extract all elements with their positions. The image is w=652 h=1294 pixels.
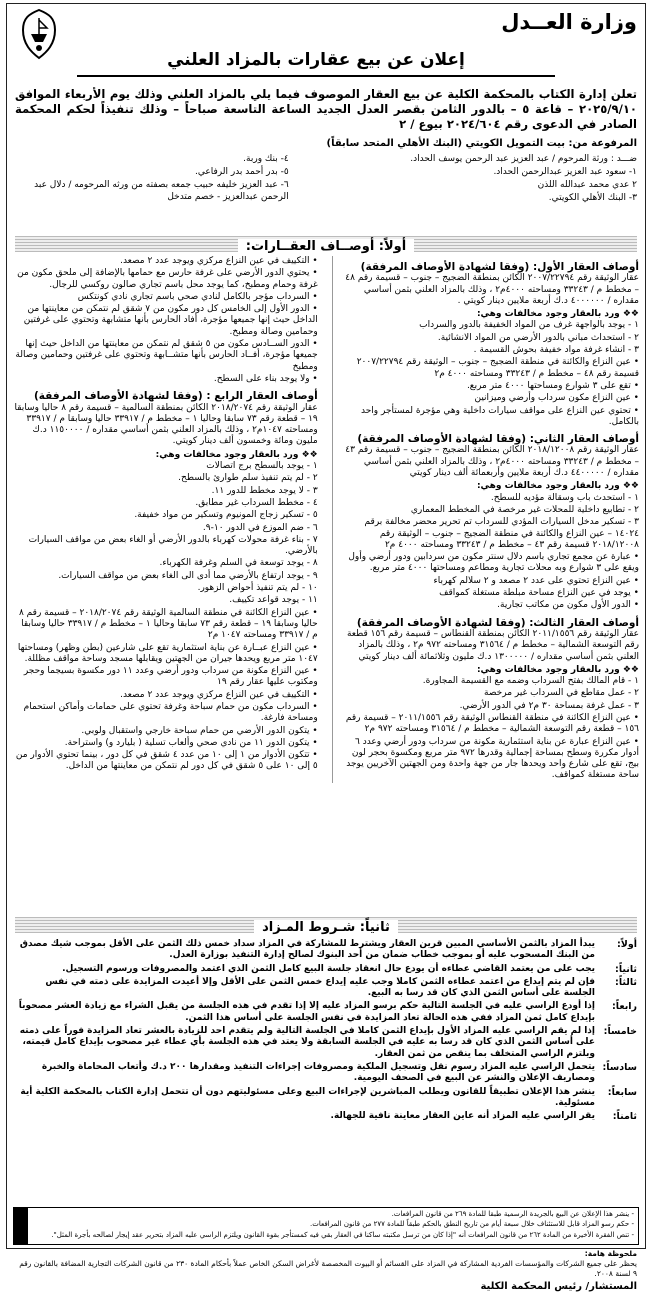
condition-number: ثانياً: — [615, 963, 637, 975]
properties-column-right — [332, 256, 639, 783]
property-4-title: أوصاف العقار الرابع : (وفقا لشهادة الأوصاف المرفقة) — [34, 390, 318, 403]
announcement-title: إعلان عن بيع عقارات بالمزاد العلني — [77, 48, 555, 77]
plaintiff: المرفوعة من: بيت التمويل الكويتي (البنك الأهلي المتحد سابقاً) — [326, 138, 637, 149]
violation-item: • يوجد في عين النزاع مساحة مبلطة مستغلة كمواقف — [439, 588, 639, 599]
property-1-title: أوصاف العقار الأول: (وفقا لشهادة الأوصاف المرفقة) — [360, 261, 639, 273]
property-4-desc: عقار الوثيقة رقم ٢٠١٨/٢٠٧٤ الكائن بمنطقة السالمية – قسيمة رقم ٨ حاليا وسابقا ١٩ – قطعة رقم ٧٣ سابقا وحاليا ١ – مخطط م / ٣٣٩١٧ حاليا وسابقا م / ٣٣٩١٧ ومساحته ١٠٤٧م٢ ، وذلك بالمزاد العلني بثمن أساسي مقداره / ١١٥٠٠٠٠ د.ك مليون ومائة وخمسون ألف دينار كويتي. — [14, 402, 318, 447]
violation-item: ٤ - مخطط السرداب غير مطابق. — [195, 497, 318, 508]
masthead — [7, 4, 645, 48]
violation-item: ١ - استحدث باب وسقالة مؤديه للسطح. — [490, 492, 639, 503]
kuwait-emblem-icon — [19, 8, 59, 60]
violation-item: ١ - يوجد بالسطح برج اتصالات — [206, 461, 318, 472]
violation-item: ٢ - عمل مقاطع في السرداب غير مرخصة — [484, 688, 639, 699]
note-line: - حكم رسو المزاد قابل للاستئناف خلال سبعة أيام من تاريخ النطق بالحكم طبقاً للمادة ٢٧٧ من قانون المرافعات. — [310, 1220, 634, 1229]
important-note-text: يحظر على جميع الشركات والمؤسسات الفردية المشاركة في المزاد على القسائم أو البيوت المخصصة لأغراض السكن الخاص عملاً بأحكام المادة ٢٣٠ من قانون الشركات التجارية المضافة بالقانون رقم ٩ لسنة ٢٠٠٨. — [19, 1259, 637, 1278]
violation-item: • عبارة عن مجمع تجاري باسم دلال سنتر مكون من سردابين ودور أرضي وأول ويقع على ٣ شوارع وبه محلات تجارية ومطاعم ومساحتها ٤٠٠٠ متر مربع. — [348, 552, 639, 574]
violation-item: • تتكون الأدوار من ١ إلى ١٠ من عدد ٤ شقق في كل دور ، بينما تحتوي الأدوار من ٥ إلى ١٠ على ٥ شقق في كل دور لم نتمكن من معاينتها من الداخل. — [15, 750, 318, 772]
property-2-title: أوصاف العقار الثاني: (وفقا لشهادة الأوصاف المرفقة) — [357, 433, 639, 446]
violation-item: • عين النزاع الكائنة في منطقة السالمية الوثيقة رقم ٢٠١٨/٢٠٧٤ – قسيمة رقم ٨ حاليا وسابقا ١٩ – قطعة رقم ٧٣ سابقا وحاليا ١ – مخطط م / ٣٣٩١٧ حاليا وسابقا م / ٣٣٩١٧ ومساحته ١٠٤٧ م٢ — [18, 607, 318, 641]
section-properties-heading — [15, 236, 637, 252]
violation-item: • عين النزاع عبارة عن بناية استثمارية مكونة من سرداب ودور أرضي وعدد ٦ أدوار مكررة وسطح بمساحة إجمالية وقدرها ٩٧٢ متر مربع ومكسوة بحجر لون بيج، تقع على شارع واحد ويحدها جار من جهة واحدة ومن الجهتين الآخريين يوجد ساحة مستغلة كمواقف. — [346, 736, 639, 781]
defendants-right — [301, 153, 637, 205]
violation-item: • يتكون الدور الأرضي من حمام سباحة خارجي واستقبال ولوبي. — [81, 725, 318, 736]
violation-item: ١ - قام المالك بفتح السرداب وضمه مع القسيمة المجاورة. — [422, 676, 639, 687]
ministry-name: وزارة العــدل — [501, 10, 637, 34]
violation-item: • عين النزاع والكائنة في منطقة الضجيج – جنوب – الوثيقة رقم ٢٠٠٧/٢٢٧٩٤ قسيمة رقم ٤٨ – مخطط م / ٣٣٢٤٣ ومساحته ٤٠٠٠ م٢ — [356, 357, 639, 379]
condition-text: إذا لم يقم الراسي عليه المزاد الأول بإيداع الثمن كاملا في الجلسة التالية ولم يتقدم احد للزيادة بالعشر تعاد المزايدة فوراً على ذمته على أساس الثمن الذي كان قد رسا به عليه في الجلسة السابقة ولا يعتد في هذه الجلسة بأي عطاء غير مصحوب بإيداع كامل قيمته، ويلتزم الراسي المتخلف بما ينقص من ثمن العقار. — [19, 1026, 595, 1059]
violation-item: ٣ - تسكير مدخل السيارات المؤدي للسرداب تم تحرير محضر مخالفة برقم ١٤٠٢٤ – عين النزاع والكائنة في منطقة الضجيج – جنوب – الوثيقة رقم ٢٠١٨/١٢٠٠٨ قسيمة رقم ٤٣ – مخطط م / ٣٣٢٤٣ ومساحته ٤٠٠٠ م٢ — [364, 517, 639, 550]
condition-text: يقر الراسي عليه المزاد أنه عاين العقار معاينة نافية للجهالة. — [330, 1111, 595, 1122]
intro-paragraph: تعلن إدارة الكتاب بالمحكمة الكلية عن بيع العقار الموصوف فيما يلي بالمزاد العلني وذلك يوم الأربعاء الموافق ٢٠٢٥/٩/١٠ – قاعة ٥ – بالدور الثامن بقصر العدل الجديد الساعة التاسعة صباحاً – وذلك تنفيذاً لحكم المحكمة الصادر في الدعوى رقم ٢٠٢٤/٦٠٤ بيوع / ٢ — [15, 87, 638, 131]
violation-item: • عين النزاع الكائنة في منطقة القنطاس الوثيقة رقم ٢٠١١/١٥٥٦ – قسيمة رقم ١٥٦ – قطعة رقم التوسعة الشمالية – مخطط م / ٣١٥٦٤ ومساحته ٩٧٢ م٢ — [345, 712, 639, 735]
violation-item: ٥ - تسكير زجاج المونيوم وتسكير من مواد خفيفة. — [134, 510, 318, 521]
defendant-line: ٢ عدي محمد عبدالله اللذن — [537, 180, 637, 190]
condition-number: ثالثاً: — [615, 976, 637, 988]
defendant-line: ٣- البنك الأهلي الكويتي. — [548, 193, 637, 203]
violation-item: ٣ - انشاء غرفة مواد خفيفة بحوش القسيمة . — [473, 345, 639, 356]
violation-item: • عين النزاع تحتوي على عدد ٢ مصعد و ٢ سلالم كهرباء — [433, 575, 639, 586]
condition-number: أولاً: — [616, 939, 637, 950]
property-detail: • الدور الســادس مكون من ٥ شقق لم نتمكن من معاينتها من الداخل حيث إنها جميعها مؤجرة، أفــاد الحارس بأنها متشــابهة وتحتوي على غرفتين وحمامين وصالة ومطبخ — [15, 339, 318, 372]
violation-item: • عين النزاع مكون سرداب وأرضي وميزانين — [474, 393, 639, 404]
condition-number: سادساً: — [602, 1061, 637, 1073]
violation-item: • السرداب مكون من حمام سباحة وغرفة تحتوي على حمامات وأماكن استحمام ومساحة فارغة. — [23, 701, 318, 724]
violation-item: ٣ - لا يوجد مخطط للدور ١١. — [211, 485, 318, 496]
section-conditions-heading — [15, 917, 637, 933]
condition-number: خامساً: — [603, 1026, 637, 1038]
defendant-line: ضـــد : ورثة المرحوم / عبد العزيز عبد الرحمن يوسف الحداد. — [410, 154, 637, 164]
violation-item: ٩ - يوجد ارتفاع بالأرضي مما أدى الى الغاء بعض من مواقف السيارات. — [58, 570, 318, 581]
parties-block — [7, 136, 645, 232]
violation-item: ١١ - يوجد قواعد تكييف. — [229, 595, 318, 606]
section-heading-text: أولاً: أوصــاف العقــارات: — [238, 239, 414, 254]
violation-item: • التكييف في عين النزاع مركزي ويوجد عدد ٢ مصعد. — [120, 689, 318, 700]
property-2-desc: عقار الوثيقة رقم ٢٠١٨/١٢٠٠٨ الكائن بمنطقة الضجيج – جنوب – قسيمة رقم ٤٣ – مخطط م / ٣٣٢٤٣ ومساحته ٤٠٠٠م٢ ، وذلك بالمزاد العلني بثمن أساسي مقداره / ٤٤٠٠٠٠٠ د.ك أربعة ملايين وأربعمائة ألف دينار كويتي — [345, 445, 639, 479]
condition-item — [15, 939, 637, 962]
violation-item: ٦ - ضم الموزع في الدور ١٠-٩. — [202, 522, 318, 533]
footer — [7, 1247, 645, 1294]
note-line: - تنص الفقرة الأخيرة من المادة ٢٦٢ من قانون المرافعات أنه "إذا كان من ترسل مكتبته ساكنا في العقار بقي فيه كمستأجر بقوة القانون ويلتزم الراسي عليه المزاد بتحرير عقد إيجار لصالحه بأجرة المثل". — [51, 1230, 634, 1239]
signature: المستشار/ رئيس المحكمة الكلية — [480, 1281, 637, 1292]
properties-columns — [7, 256, 645, 913]
important-note-label: ملحوظة هامة: — [584, 1249, 637, 1258]
property-1-violations-title: ❖❖ ورد بالعقار وجود مخالفات وهي: — [476, 309, 639, 320]
property-detail: • ولا يوجد بناء على السطح. — [213, 373, 318, 384]
condition-item — [15, 1026, 637, 1060]
condition-text: يبدأ المزاد بالثمن الأساسي المبين قرين العقار ويشترط للمشاركة في المزاد سداد خمس ذلك الثمن على الأقل بموجب شيك مصدق من البنك المسحوب عليه أو بموجب خطاب ضمان من أحد البنوك لصالح إدارة التنفيذ بوزارة العدل. — [19, 939, 595, 961]
violation-item: ٢ - استحداث مباني بالدور الأرضي من المواد الانشائية. — [437, 332, 639, 343]
violation-item: • عين النزاع مكونة من سرداب ودور أرضي وعدد ١١ دور مكسوة بسيجما وحجر ومكتوب عليها عقار رقم ١٩ — [23, 666, 318, 688]
defendant-line: ٥- بدر أحمد بدر الرفاعي. — [195, 167, 289, 177]
violation-item: ٧ - بناء غرفة محولات كهرباء بالدور الأرضي أو الغاء بعض من مواقف السيارات بالأرضي. — [28, 534, 318, 557]
condition-text: ينشر هذا الإعلان تطبيقاً للقانون ويطلب المباشرين لإجراءات البيع وعلى مسئوليتهم دون أن تتحمل إدارة الكتاب بالمحكمة الكلية أية مسئولية. — [20, 1086, 595, 1108]
note-line: - ينشر هذا الإعلان عن البيع بالجريدة الرسمية طبقا للمادة ٢٦٩ من قانون المرافعات. — [391, 1210, 634, 1218]
property-detail: • التكييف في عين النزاع مركزي ويوجد عدد ٢ مصعد. — [120, 256, 318, 266]
violation-item: ٨ - يوجد توسعة في السلم وغرفة الكهرباء. — [159, 558, 318, 569]
defendants-left — [15, 153, 289, 204]
violation-item: ٣ - عمل غرفة بمساحة ٣٠ م٢ في الدور الأرضي. — [459, 700, 639, 711]
condition-number: رابعاً: — [611, 1001, 637, 1013]
violation-item: • عين النزاع عبــارة عن بناية استثمارية تقع على شارعين (بطن وظهر) ومساحتها ١٠٤٧ متر مربع ويحدها جيران من الجهتين ويقابلها مسجد وساحة مواقف مظللة. — [17, 642, 318, 664]
defendant-line: ١- سعود عبد العزيز عبدالرحمن الحداد. — [493, 167, 637, 177]
condition-item — [15, 1001, 637, 1024]
condition-item — [15, 1087, 637, 1110]
defendant-line: ٦- عبد العزيز خليفه حبيب جمعه بصفته من ورثه المرحومه / دلال عبد الرحمن عبدالعزيز - خصم متدخل — [34, 180, 289, 202]
condition-item — [15, 977, 637, 1000]
property-3-desc: عقار الوثيقة رقم ٢٠١١/١٥٥٦ الكائن بمنطقة القنطاس – قسيمة رقم ١٥٦ قطعة رقم التوسعة الشمالية – مخطط م / ٣١٥٦٤ ومساحته ٩٧٢ م٢ ، وذلك بالمزاد العلني بثمن أساسي مقداره / ١٣٠٠٠٠٠ د.ك مليون وثلاثمائة ألف دينار كويتي — [346, 628, 639, 662]
property-1-desc: عقار الوثيقة رقم ٢٠٠٧/٢٢٧٩٤ الكائن بمنطقة الضجيج – جنوب – قسيمة رقم ٤٨ – مخطط م / ٣٣٢٤٣ ومساحته ٤٠٠٠م٢ ، وذلك بالمزاد العلني بثمن أساسي مقداره / ٤٠٠٠٠٠٠ د.ك أربعة ملايين دينار كويتي . — [345, 273, 639, 306]
violation-item: • يتكون الدور ١١ من نادي صحي وألعاب تسلية ( بليارد و) واستراحة. — [64, 737, 318, 748]
property-3-violations-title: ❖❖ ورد بالعقار وجود مخالفات وهي: — [476, 664, 639, 675]
violation-item: • الدور الأول مكون من مكاتب تجارية. — [497, 600, 639, 611]
property-3-title: أوصاف العقار الثالث: (وفقا لشهادة الأوصاف المرفقة) — [356, 616, 639, 629]
property-detail: • يحتوي الدور الأرضي على غرفة حارس مع حمامها بالإضافة إلى ملحق مكون من غرفة وحمام ومطبخ، كما يوجد محل باسم تجاري صالون روكسي للرجال. — [17, 268, 318, 290]
condition-item — [15, 964, 637, 975]
announcement-page — [6, 3, 646, 1292]
violation-item: ١ - يوجد بالواجهة غرف من المواد الخفيفة بالدور والسرداب — [419, 320, 639, 331]
condition-number: ثامناً: — [612, 1111, 637, 1123]
property-4-violations-title: ❖❖ ورد بالعقار وجود مخالفات وهي: — [155, 449, 318, 460]
condition-item — [15, 1062, 637, 1085]
condition-text: فإن لم يتم إيداع من اعتمد عطاءه الثمن كاملا وجب عليه إيداع خمس الثمن على الأقل وإلا أعيدت المزايدة على ذمته في نفس الجلسة على أساس الثمن الذي كان قد رسا به البيع. — [45, 976, 595, 999]
condition-number: سابعاً: — [607, 1086, 637, 1098]
defendant-line: ٤- بنك وربة. — [243, 154, 289, 164]
auction-conditions — [7, 937, 645, 1205]
violation-item: ١٠ - لم يتم تنفيذ أحواض الزهور. — [197, 583, 318, 594]
violation-item: ٢ - تطابيع داخلية للمحلات غير مرخصة في المخطط المعماري — [410, 504, 639, 515]
violation-item: • تقع على ٣ شوارع ومساحتها ٤٠٠٠ متر مربع. — [466, 380, 639, 391]
violation-item: • تحتوي عين النزاع على مواقف سيارات داخلية وهي مؤجرة لمستأجر واحد بالكامل. — [361, 405, 639, 427]
notes-marker — [14, 1208, 28, 1244]
condition-text: يتحمل الراسي عليه المزاد رسوم نقل وتسجيل الملكية ومصروفات إجراءات التنفيذ ومقدارها ٢٠٠ د.ك وأتعاب المحاماة والخبرة ومصاريف الإعلان والنشر عن البيع في الصحف اليومية. — [41, 1061, 595, 1084]
property-detail: • السرداب مؤجر بالكامل لنادي صحي باسم تجاري نادي كونتكس — [77, 291, 318, 302]
property-detail: • الدور الأول إلى الخامس كل دور مكون من ٧ شقق لم نتمكن من معاينتها من الداخل حيث إنها جميعها مؤجرة، أفاد الحارس بأنها متشابهة وتحتوي على غرفتين وحمامين وصالة ومطبخ. — [23, 304, 318, 337]
condition-text: إذا أودع الراسي عليه في الجلسة التالية حكم برسو المزاد عليه إلا إذا تقدم في هذه الجلسة من يقبل الشراء مع زيادة العشر مصحوباً بإيداع كامل ثمن المزاد ففي هذه الحالة تعاد المزايدة في نفس الجلسة على أساس هذا الثمن. — [18, 1001, 595, 1023]
properties-column-left — [13, 256, 320, 774]
condition-text: يجب على من يعتمد القاضي عطاءه أن يودع حال انعقاد جلسة البيع كامل الثمن الذي اعتمد والمصروفات ورسوم التسجيل. — [62, 963, 595, 974]
legal-notes-box — [13, 1207, 639, 1245]
property-2-violations-title: ❖❖ ورد بالعقار وجود مخالفات وهي: — [476, 481, 639, 492]
violation-item: ٢ - لم يتم تنفيذ سلم طوارئ بالسطح. — [178, 473, 318, 484]
section-heading-text: ثانياً: شـروط المـزاد — [254, 920, 398, 935]
condition-item — [15, 1111, 637, 1122]
